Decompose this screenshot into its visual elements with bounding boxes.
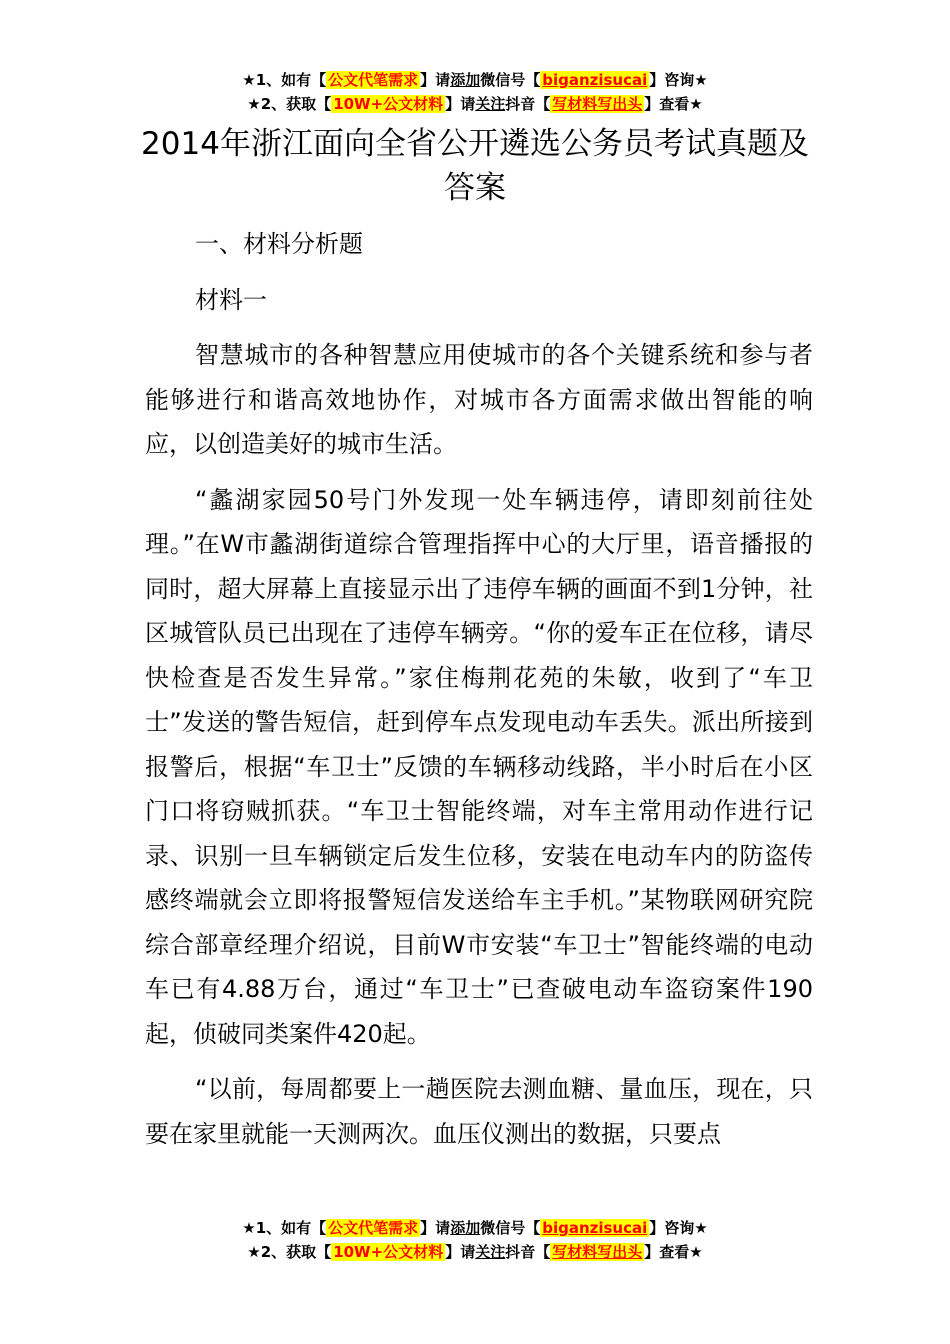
document-body [145,222,813,1167]
document-title: 2014年浙江面向全省公开遴选公务员考试真题及答案 [141,126,809,206]
body-paragraph: “蠡湖家园50号门外发现一处车辆违停，请即刻前往处理。”在W市蠡湖街道综合管理指挥中心的大厅里，语音播报的同时，超大屏幕上直接显示出了违停车辆的画面不到1分钟，社区城管队员已出现在了违停车辆旁。“你的爱车正在位移，请尽快检查是否发生异常。”家住梅荆花苑的朱敏，收到了“车卫士”发送的警告短信，赶到停车点发现电动车丢失。派出所接到报警后，根据“车卫士”反馈的车辆移动线路，半小时后在小区门口将窃贼抓获。“车卫士智能终端，对车主常用动作进行记录、识别一旦车辆锁定后发生位移，安装在电动车内的防盗传感终端就会立即将报警短信发送给车主手机。”某物联网研究院综合部章经理介绍说，目前W市安装“车卫士”智能终端的电动车已有4.88万台，通过“车卫士”已查破电动车盗窃案件190起，侦破同类案件420起。 [145,485,813,1048]
promo-highlight-service: 公文代笔需求 [328,1219,419,1237]
bottom-promo-banner [0,1216,950,1264]
promo-line-1: ★1、如有【 公文代笔需求 】请添加微信号【 biganzisucai 】咨询★ [242,71,708,89]
section-heading: 一、材料分析题 [195,230,363,258]
promo-highlight-douyin-account: 写材料写出头 [552,95,643,113]
promo-line-1: ★1、如有【 公文代笔需求 】请添加微信号【 biganzisucai 】咨询★ [242,1219,708,1237]
promo-highlight-service: 公文代笔需求 [328,71,419,89]
body-paragraph: “以前，每周都要上一趟医院去测血糖、量血压，现在，只要在家里就能一天测两次。血压仪测出的数据，只要点 [145,1075,813,1148]
material-label: 材料一 [195,285,267,314]
promo-highlight-wechat-id: biganzisucai [542,71,648,89]
body-paragraph: 智慧城市的各种智慧应用使城市的各个关键系统和参与者能够进行和谐高效地协作，对城市各方面需求做出智能的响应，以创造美好的城市生活。 [145,341,813,458]
promo-highlight-materials: 10W+公文材料 [333,95,444,113]
promo-line-2: ★2、获取【 10W+公文材料 】请关注抖音【 写材料写出头 】查看★ [247,1243,703,1261]
promo-highlight-wechat-id: biganzisucai [542,1219,648,1237]
promo-line-2: ★2、获取【 10W+公文材料 】请关注抖音【 写材料写出头 】查看★ [247,95,703,113]
promo-highlight-materials: 10W+公文材料 [333,1243,444,1261]
promo-highlight-douyin-account: 写材料写出头 [552,1243,643,1261]
top-promo-banner [0,68,950,116]
